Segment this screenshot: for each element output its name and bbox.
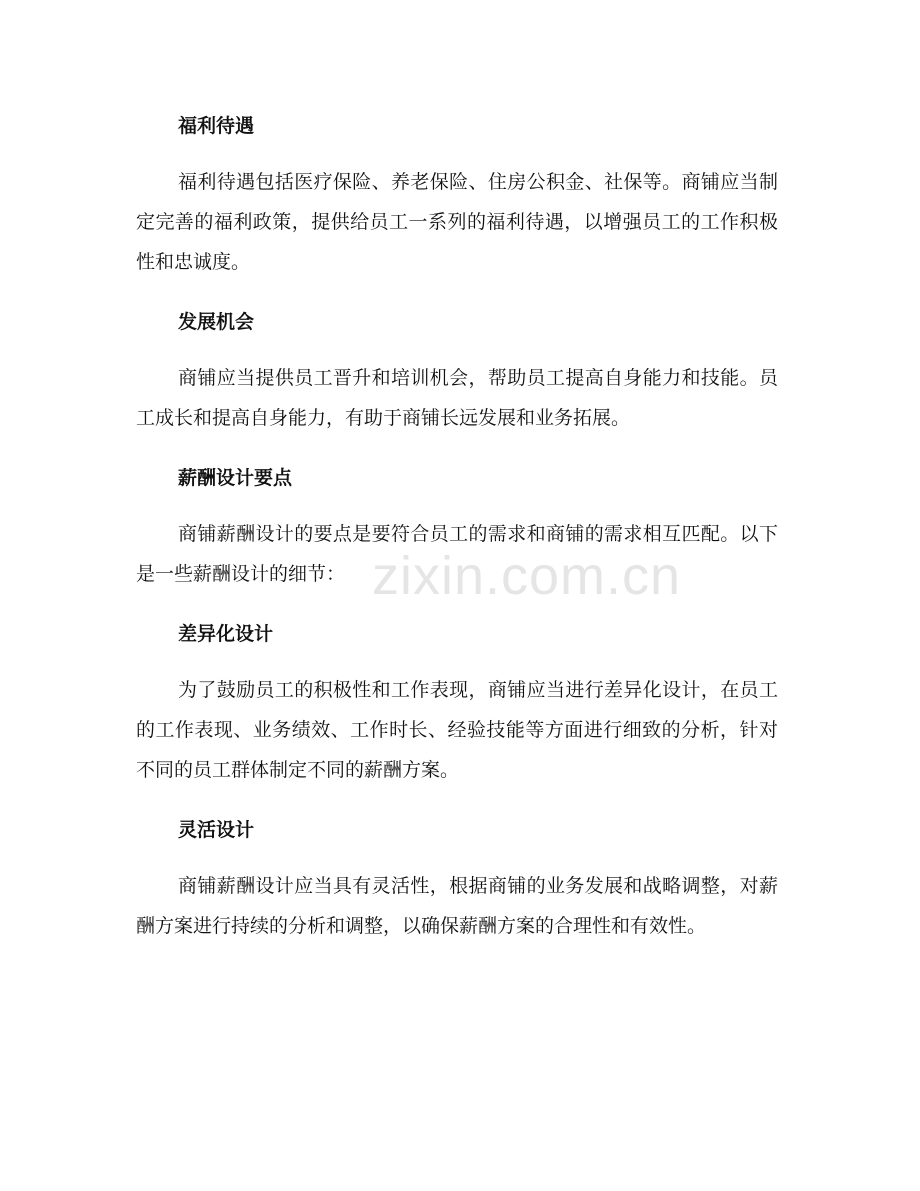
section-paragraph-differentiated: 为了鼓励员工的积极性和工作表现，商铺应当进行差异化设计，在员工的工作表现、业务绩效、工作时长、经验技能等方面进行细致的分析，针对不同的员工群体制定不同的薪酬方案。 <box>136 679 778 781</box>
section-heading-flexible: 灵活设计 <box>178 819 255 841</box>
watermark-text: zixin.com.cn <box>372 546 682 606</box>
section-heading-salary-points: 薪酬设计要点 <box>178 467 293 489</box>
section-paragraph-development: 商铺应当提供员工晋升和培训机会，帮助员工提高自身能力和技能。员工成长和提高自身能力，有助于商铺长远发展和业务拓展。 <box>136 367 778 429</box>
section-heading-differentiated: 差异化设计 <box>178 623 274 645</box>
section-paragraph-flexible: 商铺薪酬设计应当具有灵活性，根据商铺的业务发展和战略调整，对薪酬方案进行持续的分析和调整，以确保薪酬方案的合理性和有效性。 <box>136 875 778 937</box>
section-paragraph-welfare: 福利待遇包括医疗保险、养老保险、住房公积金、社保等。商铺应当制定完善的福利政策，提供给员工一系列的福利待遇，以增强员工的工作积极性和忠诚度。 <box>136 171 778 273</box>
section-heading-development: 发展机会 <box>178 311 255 333</box>
section-heading-welfare: 福利待遇 <box>178 115 255 137</box>
section-paragraph-salary-points: 商铺薪酬设计的要点是要符合员工的需求和商铺的需求相互匹配。以下是一些薪酬设计的细节： <box>136 523 778 585</box>
document-body <box>136 108 778 968</box>
